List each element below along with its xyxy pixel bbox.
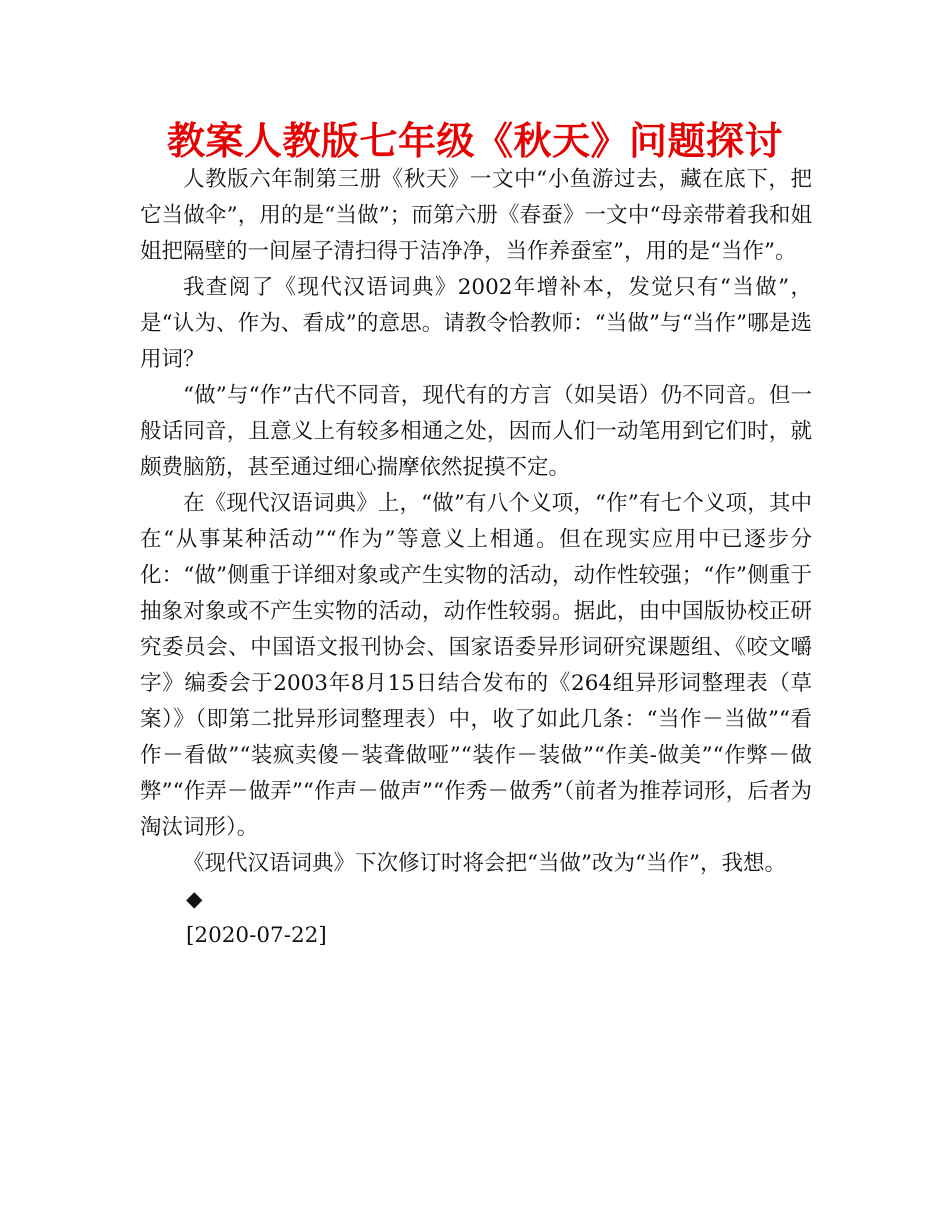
document-date: [2020-07-22] [186, 923, 327, 948]
paragraph-4: 在《现代汉语词典》上，“做”有八个义项，“作”有七个义项，其中在“从事某种活动”“作为”等意义上相通。但在现实应用中已逐步分化：“做”侧重于详细对象或产生实物的活动，动作性较强；“作”侧重于抽象对象或不产生实物的活动，动作性较弱。据此，由中国版协校正研究委员会、中国语文报刊协会、国家语委异形词研究课题组、《咬文嚼字》编委会于2003年8月15日结合发布的《264组异形词整理表（草案）》（即第二批异形词整理表）中，收了如此几条：“当作－当做”“看作－看做”“装疯卖傻－装聋做哑”“装作－装做”“作美-做美”“作弊－做弊”“作弄－做弄”“作声－做声”“作秀－做秀”（前者为推荐词形，后者为淘汰词形）。 [140, 491, 812, 840]
paragraph-3: “做”与“作”古代不同音，现代有的方言（如吴语）仍不同音。但一般话同音，且意义上有较多相通之处，因而人们一动笔用到它们时，就颇费脑筋，甚至通过细心揣摩依然捉摸不定。 [140, 383, 812, 480]
paragraph-5: 《现代汉语词典》下次修订时将会把“当做”改为“当作”，我想。 [183, 851, 786, 876]
document-body [140, 162, 812, 954]
paragraph-1: 人教版六年制第三册《秋天》一文中“小鱼游过去，藏在底下，把它当做伞”，用的是“当做”；而第六册《春蚕》一文中“母亲带着我和姐姐把隔壁的一间屋子清扫得于洁净净，当作养蚕室”，用的是“当作”。 [140, 167, 812, 264]
diamond-icon: ◆ [186, 887, 203, 912]
document-title: 教案人教版七年级《秋天》问题探讨 [166, 119, 783, 163]
paragraph-2: 我查阅了《现代汉语词典》2002年增补本，发觉只有“当做”，是“认为、作为、看成”的意思。请教令恰教师：“当做”与“当作”哪是选用词？ [140, 275, 812, 372]
